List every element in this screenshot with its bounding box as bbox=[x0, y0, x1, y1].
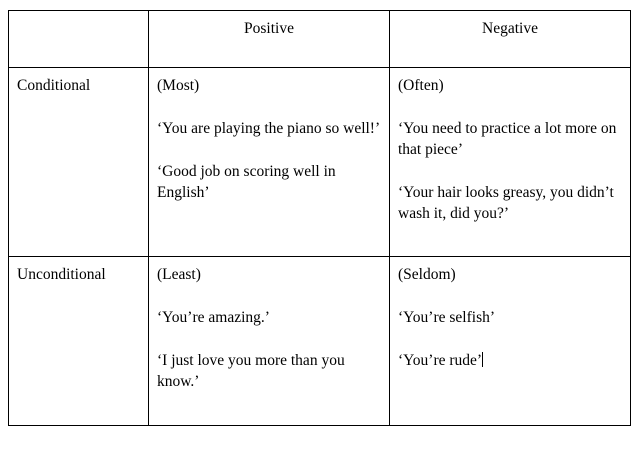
table-header-row bbox=[9, 11, 631, 68]
example-quote: ‘I just love you more than you know.’ bbox=[157, 351, 345, 390]
row-label-conditional: Conditional bbox=[9, 68, 149, 257]
example-quote: ‘You’re selfish’ bbox=[398, 308, 496, 326]
example-quote: ‘You need to practice a lot more on that piece’ bbox=[398, 119, 617, 158]
cell-conditional-positive bbox=[149, 68, 390, 257]
example-quote: ‘You are playing the piano so well!’ bbox=[157, 119, 381, 137]
example-quote-with-cursor bbox=[398, 351, 622, 372]
table-corner-cell bbox=[9, 11, 149, 68]
example-quote: ‘Your hair looks greasy, you didn’t wash it, did you?’ bbox=[398, 183, 614, 222]
regard-matrix-table bbox=[8, 10, 631, 426]
column-header-positive: Positive bbox=[149, 11, 390, 68]
cell-unconditional-positive bbox=[149, 257, 390, 426]
frequency-label: (Seldom) bbox=[398, 266, 456, 283]
table-row bbox=[9, 68, 631, 257]
column-header-negative: Negative bbox=[390, 11, 631, 68]
cell-conditional-negative bbox=[390, 68, 631, 257]
table-row bbox=[9, 257, 631, 426]
frequency-label: (Often) bbox=[398, 77, 444, 94]
frequency-label: (Least) bbox=[157, 266, 201, 283]
example-quote: ‘You’re amazing.’ bbox=[157, 308, 270, 326]
row-label-unconditional: Unconditional bbox=[9, 257, 149, 426]
example-quote-text: ‘You’re rude’ bbox=[398, 351, 483, 369]
frequency-label: (Most) bbox=[157, 77, 200, 94]
text-cursor bbox=[482, 352, 483, 367]
example-quote: ‘Good job on scoring well in English’ bbox=[157, 162, 336, 201]
cell-unconditional-negative bbox=[390, 257, 631, 426]
